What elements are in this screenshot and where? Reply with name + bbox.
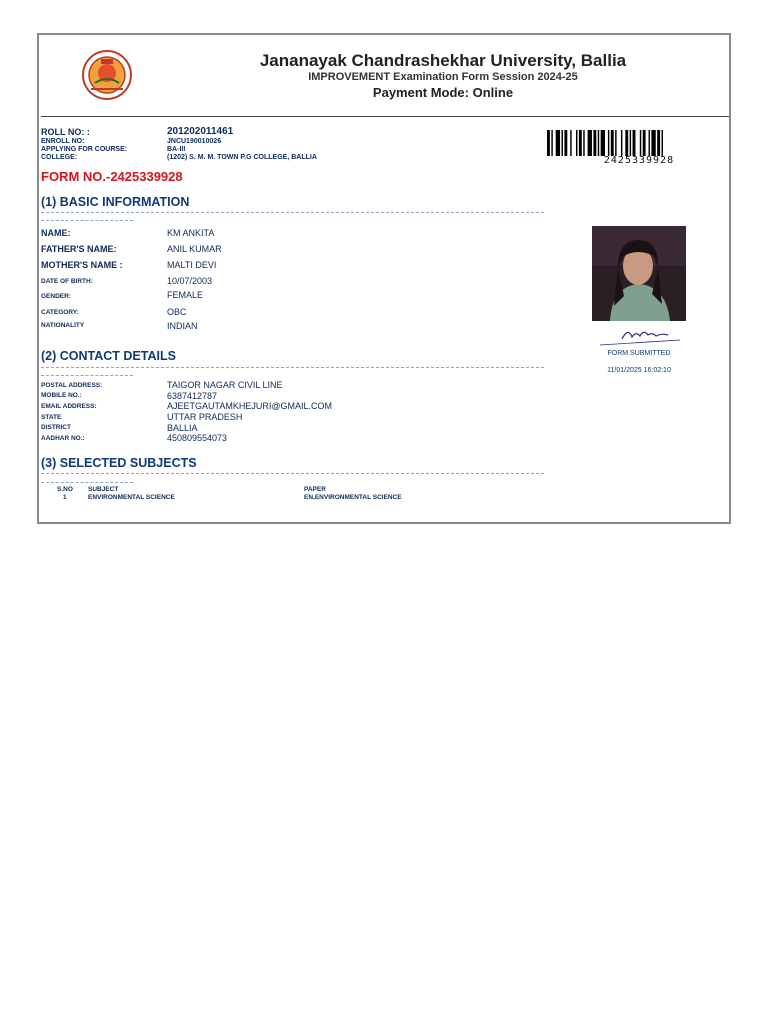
applicant-signature xyxy=(592,321,686,348)
category-value: OBC xyxy=(167,307,187,317)
college-value: (1202) S. M. M. TOWN P.G COLLEGE, BALLIA xyxy=(167,154,317,161)
barcode-number: 2425339928 xyxy=(603,155,675,166)
section-basic-heading: (1) BASIC INFORMATION xyxy=(41,195,190,209)
barcode-bar xyxy=(598,130,599,156)
barcode-bar xyxy=(657,130,660,156)
header-divider xyxy=(41,116,729,117)
mobile-label: MOBILE NO.: xyxy=(41,392,82,399)
barcode-bar xyxy=(651,130,655,156)
barcode-bar xyxy=(615,130,616,156)
barcode-bar xyxy=(562,130,563,156)
barcode-bar xyxy=(583,130,584,156)
section-subjects-heading: (3) SELECTED SUBJECTS xyxy=(41,456,197,470)
postal-label: POSTAL ADDRESS: xyxy=(41,382,103,389)
university-title: Jananayak Chandrashekhar University, Ballia xyxy=(259,51,627,70)
mother-label: MOTHER'S NAME : xyxy=(41,260,123,270)
name-value: KM ANKITA xyxy=(167,228,215,238)
barcode-bar xyxy=(662,130,663,156)
barcode-bar xyxy=(625,130,628,156)
barcode-bar xyxy=(649,130,650,156)
district-label: DISTRICT xyxy=(41,424,71,431)
divider xyxy=(41,212,544,213)
gender-label: GENDER: xyxy=(41,293,71,300)
barcode-bar xyxy=(579,130,582,156)
district-value: BALLIA xyxy=(167,423,198,433)
col-paper-header: PAPER xyxy=(304,486,326,493)
divider xyxy=(41,473,544,474)
divider xyxy=(41,375,133,376)
mobile-value: 6387412787 xyxy=(167,391,218,401)
course-value: BA-III xyxy=(167,146,186,153)
exam-session: IMPROVEMENT Examination Form Session 2024-25 xyxy=(308,71,578,83)
barcode-bar xyxy=(593,130,596,156)
payment-mode: Payment Mode: Online xyxy=(372,85,514,100)
category-label: CATEGORY: xyxy=(41,309,79,316)
email-label: EMAIL ADDRESS: xyxy=(41,403,97,410)
state-value: UTTAR PRADESH xyxy=(167,412,243,422)
name-label: NAME: xyxy=(41,228,71,238)
aadhar-label: AADHAR NO.: xyxy=(41,435,85,442)
postal-value: TAIGOR NAGAR CIVIL LINE xyxy=(167,380,283,390)
barcode-bar xyxy=(640,130,641,156)
nationality-value: INDIAN xyxy=(167,321,198,331)
email-value: AJEETGAUTAMKHEJURI@GMAIL.COM xyxy=(167,401,332,411)
course-label: APPLYING FOR COURSE: xyxy=(41,146,128,153)
gender-value: FEMALE xyxy=(167,290,204,300)
roll-value: 201202011461 xyxy=(167,126,234,137)
applicant-photo xyxy=(592,226,686,321)
barcode-bar xyxy=(611,130,614,156)
form-submitted-status: FORM SUBMITTED xyxy=(607,350,671,357)
father-value: ANIL KUMAR xyxy=(167,244,222,254)
university-logo-icon xyxy=(79,49,135,101)
state-label: STATE xyxy=(41,414,62,421)
barcode-bar xyxy=(551,130,552,156)
form-number: FORM NO.-2425339928 xyxy=(41,169,183,184)
barcode-bar xyxy=(643,130,646,156)
father-label: FATHER'S NAME: xyxy=(41,244,117,254)
roll-label: ROLL NO: : xyxy=(41,127,90,137)
barcode-bar xyxy=(547,130,550,156)
section-contact-heading: (2) CONTACT DETAILS xyxy=(41,349,176,363)
barcode-bar xyxy=(564,130,567,156)
college-label: COLLEGE: xyxy=(41,154,78,161)
mother-value: MALTI DEVI xyxy=(167,260,217,270)
barcode-bar xyxy=(601,130,605,156)
barcode-bar xyxy=(570,130,571,156)
divider xyxy=(41,482,133,483)
col-subject-header: SUBJECT xyxy=(88,486,119,493)
barcode-bar xyxy=(633,130,636,156)
table-cell-paper: EN,ENVIRONMENTAL SCIENCE xyxy=(304,494,402,501)
barcode-bar xyxy=(621,130,622,156)
submission-date: 11/01/2025 16:02:10 xyxy=(607,367,671,374)
dob-value: 10/07/2003 xyxy=(167,276,213,286)
table-cell-subject: ENVIRONMENTAL SCIENCE xyxy=(88,494,175,501)
barcode-bar xyxy=(588,130,592,156)
table-cell-sno: 1 xyxy=(63,494,67,501)
barcode-bar xyxy=(608,130,609,156)
form-header xyxy=(189,51,697,101)
aadhar-value: 450809554073 xyxy=(167,433,228,443)
divider xyxy=(41,367,544,368)
enroll-value: JNCU190010026 xyxy=(167,138,222,145)
dob-label: DATE OF BIRTH: xyxy=(41,278,93,285)
enroll-label: ENROLL NO: xyxy=(41,138,85,145)
barcode-bar xyxy=(630,130,631,156)
barcode xyxy=(547,130,731,156)
col-sno-header: S.NO xyxy=(57,486,73,493)
barcode-bar xyxy=(556,130,560,156)
barcode-bar xyxy=(576,130,577,156)
nationality-label: NATIONALITY xyxy=(41,322,85,329)
exam-form xyxy=(37,33,731,524)
divider xyxy=(41,220,133,221)
